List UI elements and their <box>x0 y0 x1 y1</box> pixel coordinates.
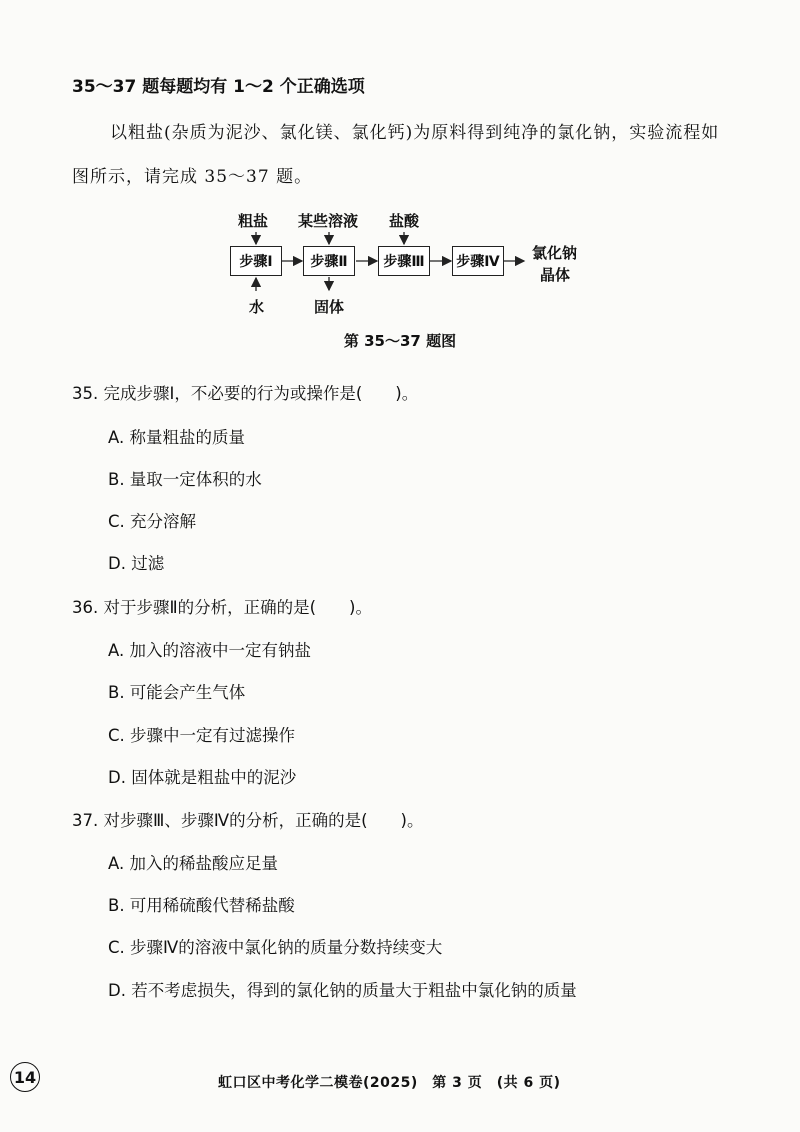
option-a: A. 加入的稀盐酸应足量 <box>108 854 278 873</box>
question-stem: 35. 完成步骤Ⅰ，不必要的行为或操作是( )。 <box>72 384 419 403</box>
option-b: B. 量取一定体积的水 <box>108 470 262 489</box>
question-stem: 37. 对步骤Ⅲ、步骤Ⅳ的分析，正确的是( )。 <box>72 811 424 830</box>
product-line-1: 氯化钠 <box>532 244 578 262</box>
option-d: D. 固体就是粗盐中的泥沙 <box>108 768 297 787</box>
option-a: A. 加入的溶液中一定有钠盐 <box>108 641 311 660</box>
option-d: D. 若不考虑损失，得到的氯化钠的质量大于粗盐中氯化钠的质量 <box>108 981 577 1000</box>
option-a: A. 称量粗盐的质量 <box>108 428 245 447</box>
intro-line-2: 图所示，请完成 35～37 题。 <box>72 167 313 187</box>
question-stem: 36. 对于步骤Ⅱ的分析，正确的是( )。 <box>72 598 372 617</box>
footer-text: 虹口区中考化学二模卷(2025) 第 3 页 (共 6 页) <box>218 1075 561 1091</box>
step-box-2: 步骤Ⅱ <box>303 246 355 276</box>
section-title: 35～37 题每题均有 1～2 个正确选项 <box>72 77 365 97</box>
option-c: C. 充分溶解 <box>108 512 197 531</box>
input-some-solution: 某些溶液 <box>298 212 359 230</box>
option-c: C. 步骤中一定有过滤操作 <box>108 726 296 745</box>
option-b: B. 可用稀硫酸代替稀盐酸 <box>108 896 295 915</box>
product-line-2: 晶体 <box>540 266 571 284</box>
step-box-1: 步骤Ⅰ <box>230 246 282 276</box>
intro-line-1: 以粗盐(杂质为泥沙、氯化镁、氯化钙)为原料得到纯净的氯化钠，实验流程如 <box>110 123 720 143</box>
step-box-4: 步骤Ⅳ <box>452 246 504 276</box>
step-box-3: 步骤Ⅲ <box>378 246 430 276</box>
input-water: 水 <box>249 298 265 316</box>
option-d: D. 过滤 <box>108 554 165 573</box>
option-c: C. 步骤Ⅳ的溶液中氯化钠的质量分数持续变大 <box>108 938 443 957</box>
input-crude-salt: 粗盐 <box>238 212 269 230</box>
option-b: B. 可能会产生气体 <box>108 683 246 702</box>
output-solid: 固体 <box>314 298 345 316</box>
diagram-caption: 第 35～37 题图 <box>343 332 457 350</box>
input-hydrochloric-acid: 盐酸 <box>389 212 420 230</box>
page-number-badge: 14 <box>10 1062 40 1092</box>
